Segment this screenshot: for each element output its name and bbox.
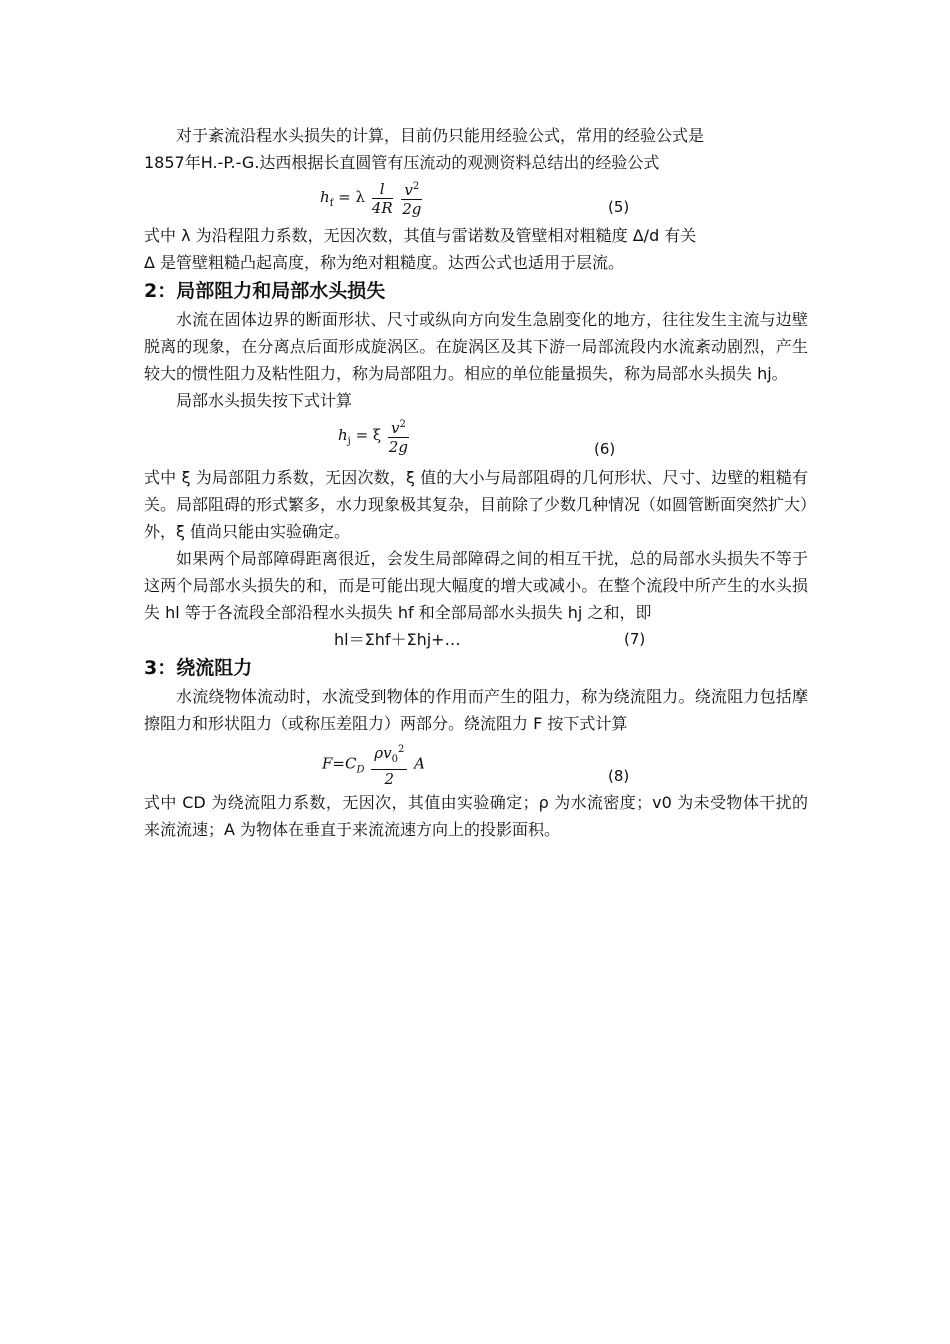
eq6-fraction [388, 416, 409, 456]
paragraph-5: 式中 ξ 为局部阻力系数，无因次数，ξ 值的大小与局部阻碍的几何形状、尺寸、边壁的粗糙有关。局部阻碍的形式繁多，水力现象极其复杂，目前除了少数几种情况（如圆管断面突然扩大）外，ξ 值尚只能由实验确定。 [144, 468, 809, 541]
equation-6-body [338, 416, 411, 456]
eq5-fraction-1 [372, 180, 393, 217]
paragraph-2-line-2: Δ 是管壁粗糙凸起高度，称为绝对粗糙度。达西公式也适用于层流。 [144, 253, 625, 272]
equation-6-number: (6) [594, 440, 616, 458]
equation-7-body: hl＝Σhf＋Σhj+… [334, 630, 461, 649]
eq5-fraction-2 [401, 178, 422, 218]
equation-7-number: (7) [624, 630, 646, 648]
eq6-den: 2g [388, 438, 408, 456]
eq8-lhs: F=C [322, 754, 357, 773]
document-body [144, 122, 808, 843]
eq6-operator: = ξ [355, 426, 382, 444]
eq6-lhs-sub: j [347, 436, 351, 447]
equation-8-body [322, 741, 425, 788]
equation-8-number: (8) [608, 767, 630, 785]
equation-5-body [320, 178, 424, 218]
paragraph-4: 局部水头损失按下式计算 [176, 391, 353, 410]
eq6-num-sup: 2 [399, 419, 406, 430]
eq8-den: 2 [384, 770, 395, 788]
eq6-num: v [390, 419, 400, 437]
paragraph-8: 式中 CD 为绕流阻力系数，无因次，其值由实验确定；ρ 为水流密度；v0 为未受物体干扰的来流流速；A 为物体在垂直于来流流速方向上的投影面积。 [144, 793, 808, 839]
paragraph-1-line-2: 1857年H.-P.-G.达西根据长直圆管有压流动的观测资料总结出的经验公式 [144, 153, 660, 172]
equation-7 [144, 626, 808, 653]
eq5-den1: 4R [371, 198, 393, 217]
eq5-operator: = λ [338, 188, 365, 206]
eq6-lhs: h [338, 426, 348, 444]
paragraph-1-line-1: 对于紊流沿程水头损失的计算，目前仍只能用经验公式，常用的经验公式是 [176, 126, 705, 145]
eq5-num1: l [372, 180, 393, 199]
equation-5-number: (5) [608, 198, 630, 216]
section-2-heading: 2：局部阻力和局部水头损失 [144, 280, 386, 302]
eq8-num-sup: 2 [397, 744, 405, 755]
section-3-heading: 3：绕流阻力 [144, 657, 253, 679]
paragraph-7: 水流绕物体流动时，水流受到物体的作用而产生的阻力，称为绕流阻力。绕流阻力包括摩擦阻力和形状阻力（或称压差阻力）两部分。绕流阻力 F 按下式计算 [144, 687, 808, 733]
eq5-lhs-sub: f [329, 198, 334, 209]
eq8-num-sub: 0 [391, 754, 398, 765]
paragraph-6: 如果两个局部障碍距离很近，会发生局部障碍之间的相互干扰，总的局部水头损失不等于这两个局部水头损失的和，而是可能出现大幅度的增大或减小。在整个流段中所产生的水头损失 hl 等于各流段全部沿程水头损失 hf 和全部局部水头损失 hj 之和，即 [144, 549, 808, 622]
eq5-den2: 2g [402, 200, 422, 218]
eq8-lhs-sub: D [356, 764, 365, 776]
eq5-lhs: h [320, 188, 330, 206]
eq5-num2: v [404, 181, 413, 199]
equation-8 [144, 737, 808, 789]
equation-6 [144, 414, 808, 464]
eq8-num: ρv [374, 744, 392, 762]
eq8-tail: A [414, 754, 425, 773]
eq8-fraction [371, 741, 407, 788]
eq5-num2-sup: 2 [412, 181, 420, 192]
equation-5 [144, 176, 808, 222]
paragraph-3: 水流在固体边界的断面形状、尺寸或纵向方向发生急剧变化的地方，往往发生主流与边壁脱离的现象，在分离点后面形成旋涡区。在旋涡区及其下游一局部流段内水流紊动剧烈，产生较大的惯性阻力及粘性阻力，称为局部阻力。相应的单位能量损失，称为局部水头损失 hj。 [144, 310, 808, 383]
paragraph-2-line-1: 式中 λ 为沿程阻力系数，无因次数，其值与雷诺数及管壁相对粗糙度 Δ/d 有关 [144, 226, 697, 245]
